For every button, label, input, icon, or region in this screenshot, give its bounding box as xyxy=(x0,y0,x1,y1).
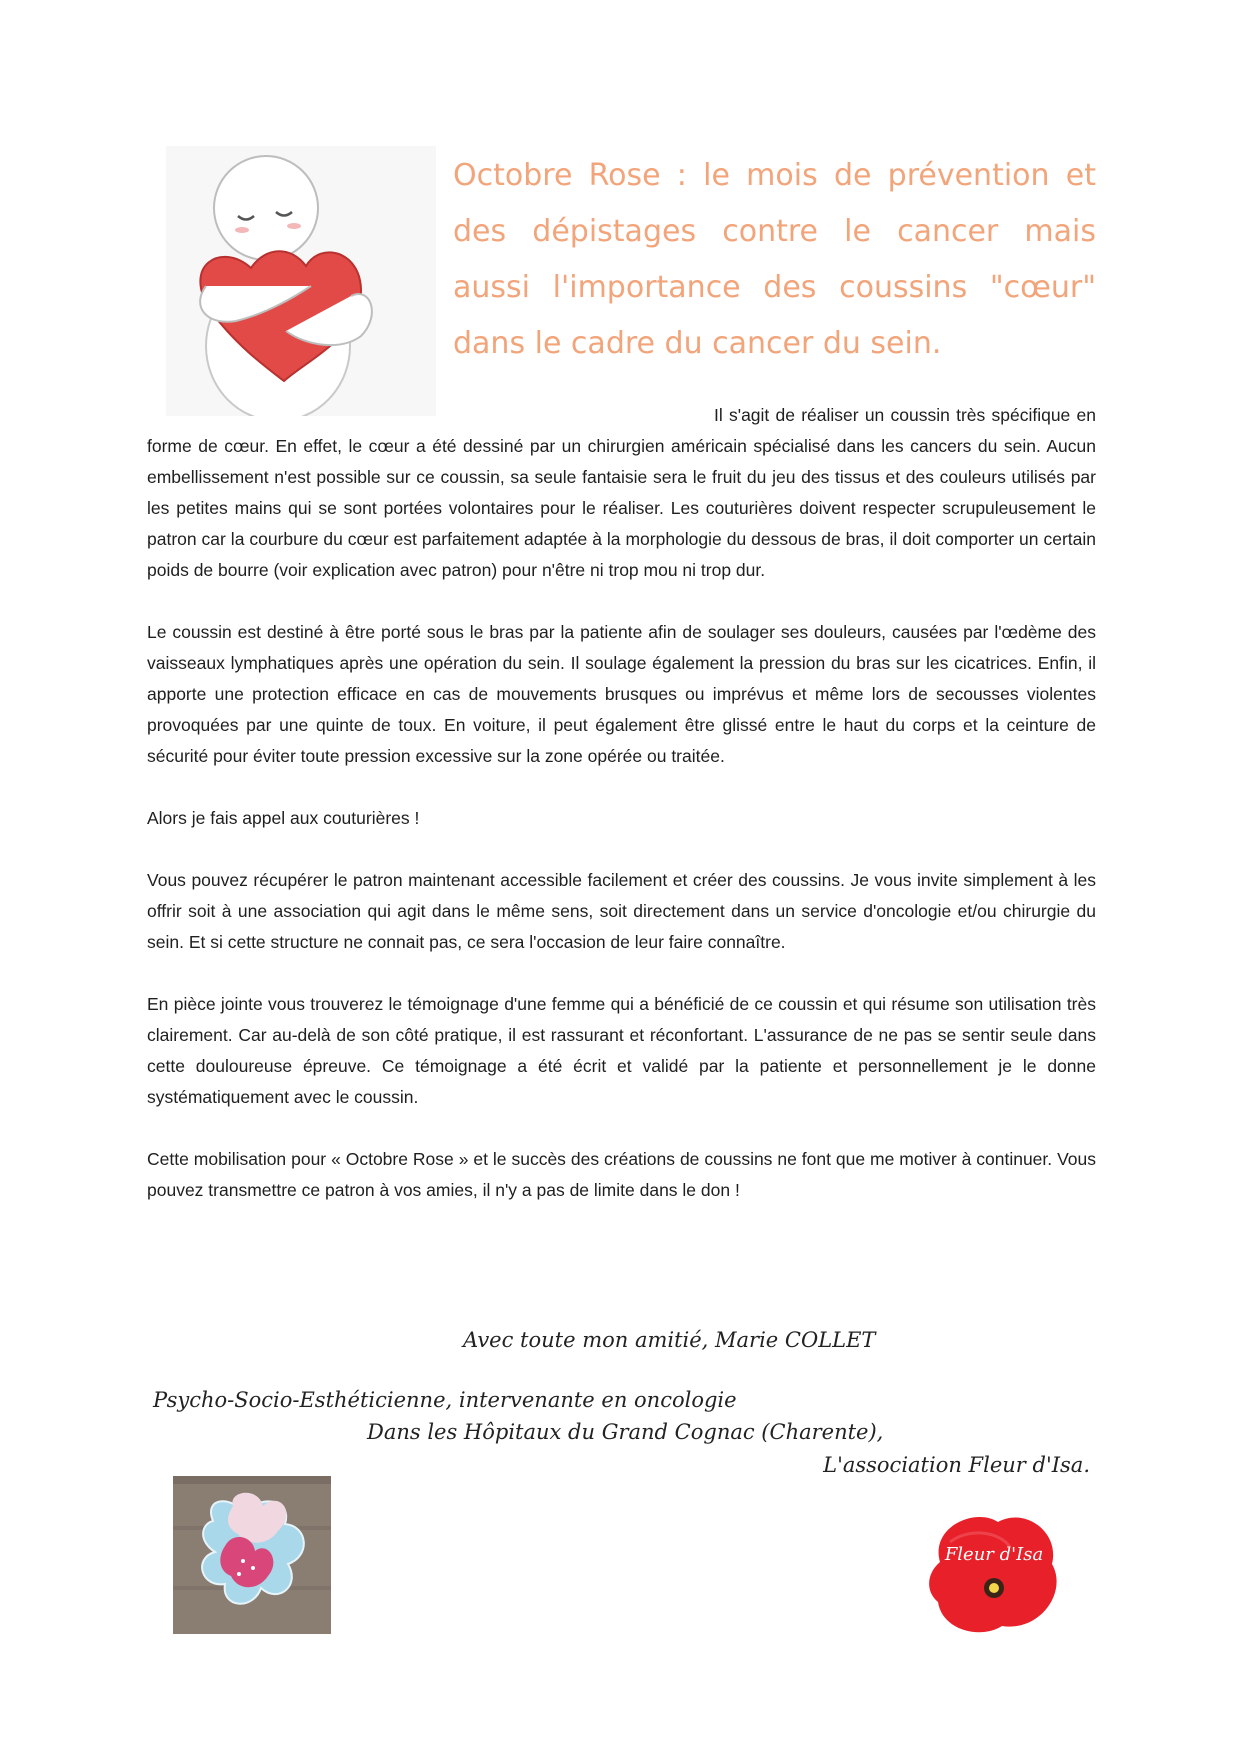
paragraph: Alors je fais appel aux couturières ! xyxy=(147,808,420,828)
paragraph: Le coussin est destiné à être porté sous le bras par la patiente afin de soulager ses douleurs, causées par l'œdème des vaisseaux lymphatiques après une opération du sein. Il soulage également la pression du bras sur les cicatrices. Enfin, il apporte une protection efficace en cas de mouvements brusques ou imprévus et même lors de secousses violentes provoquées par une quinte de toux. En voiture, il peut également être glissé entre le haut du corps et la ceinture de sécurité pour éviter toute pression excessive sur la zone opérée ou traitée. xyxy=(147,622,1096,766)
poppy-flower-logo-icon xyxy=(920,1502,1068,1642)
paragraph xyxy=(147,400,1096,586)
signature-association: L'association Fleur d'Isa. xyxy=(823,1453,1090,1477)
signature-closing: Avec toute mon amitié, Marie COLLET xyxy=(463,1328,876,1352)
paragraph: Vous pouvez récupérer le patron maintenant accessible facilement et créer des coussins. Je vous invite simplement à les offrir soit à une association qui agit dans le même sens, soit directement dans un service d'oncologie et/ou chirurgie du sein. Et si cette structure ne connait pas, ce sera l'occasion de leur faire connaître. xyxy=(147,870,1096,952)
figure-hugging-heart-icon xyxy=(166,146,436,416)
paragraph-text: Il s'agit de réaliser un coussin très spécifique en forme de cœur. En effet, le cœur a été dessiné par un chirurgien américain spécialisé dans les cancers du sein. Aucun embellissement n'est possible sur ce coussin, sa seule fantaisie sera le fruit du jeu des tissus et des couleurs utilisés par les petites mains qui se sont portées volontaires pour le réaliser. Les couturières doivent respecter scrupuleusement le patron car la courbure du cœur est parfaitement adaptée à la morphologie du dessous de bras, il doit comporter un certain poids de bourre (voir explication avec patron) pour n'être ni trop mou ni trop dur. xyxy=(147,405,1096,580)
signature-hospital: Dans les Hôpitaux du Grand Cognac (Charente), xyxy=(367,1420,884,1444)
heart-cushions-photo-icon xyxy=(173,1476,331,1634)
figure-hugging-heart-illustration xyxy=(166,146,436,416)
coussin-photo xyxy=(173,1476,331,1634)
paragraph: Cette mobilisation pour « Octobre Rose » et le succès des créations de coussins ne font que me motiver à continuer. Vous pouvez transmettre ce patron à vos amies, il n'y a pas de limite dans le don ! xyxy=(147,1149,1096,1200)
fleur-d-isa-logo xyxy=(920,1502,1068,1642)
paragraph: En pièce jointe vous trouverez le témoignage d'une femme qui a bénéficié de ce coussin et qui résume son utilisation très clairement. Car au-delà de son côté pratique, il est rassurant et réconfortant. L'assurance de ne pas se sentir seule dans cette douloureuse épreuve. Ce témoignage a été écrit et validé par la patiente et personnellement je le donne systématiquement avec le coussin. xyxy=(147,994,1096,1107)
signature-role: Psycho-Socio-Esthéticienne, intervenante en oncologie xyxy=(153,1388,737,1412)
logo-text: Fleur d'Isa xyxy=(944,1544,1044,1565)
page-title: Octobre Rose : le mois de prévention et des dépistages contre le cancer mais aussi l'importance des coussins "cœur" dans le cadre du cancer du sein. xyxy=(453,158,1096,361)
body-text xyxy=(147,400,1096,1237)
